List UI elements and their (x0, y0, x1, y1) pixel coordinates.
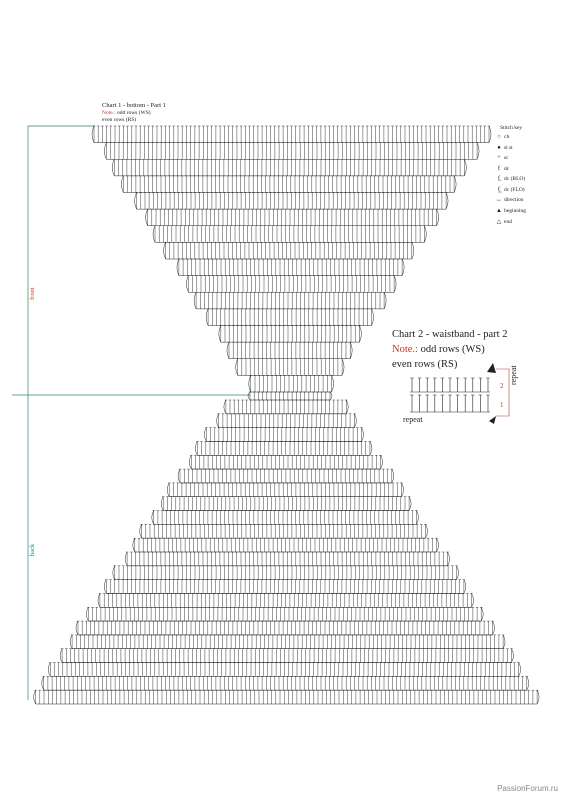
chart-2-even-rows: even rows (RS) (392, 359, 458, 370)
stitch-posts (135, 193, 447, 210)
stitch-row (194, 292, 386, 309)
stitch-row (186, 276, 396, 293)
beginning-icon: ▲ (496, 207, 502, 214)
chart-1-note-label: Note.: (102, 110, 116, 116)
stitch-posts (162, 497, 411, 511)
stitch-row (249, 375, 334, 392)
turning-chain (42, 676, 529, 690)
stitch-key-item (494, 155, 509, 161)
front-bracket-line (28, 126, 95, 395)
stitch-key-label: sl st (504, 144, 513, 151)
stitch-posts (113, 159, 466, 176)
chart-2-stitch-grid (410, 363, 509, 424)
chart-2-note (392, 345, 485, 356)
stitch-posts (236, 359, 343, 376)
stitch-row (219, 326, 362, 343)
turning-chain (236, 359, 344, 376)
stitch-posts (99, 593, 473, 607)
turning-chain (194, 292, 386, 309)
stitch-posts (179, 469, 393, 483)
turning-chain (60, 649, 513, 663)
stitch-posts (154, 226, 426, 243)
chart-2-repeat-bottom: repeat (403, 415, 423, 424)
stitch-row (164, 242, 414, 259)
stitch-row (104, 143, 479, 160)
stitch-key-item (494, 166, 509, 172)
single-crochet-icon: + (497, 155, 501, 161)
turning-chain (206, 309, 373, 326)
turning-chain (70, 635, 505, 649)
turning-chain (121, 176, 456, 193)
stitch-key-item (494, 208, 526, 214)
chart-2-stitch-posts (410, 378, 490, 392)
turning-chain (112, 159, 466, 176)
stitch-row (195, 441, 372, 455)
turning-chain (152, 511, 419, 525)
stitch-key-item (494, 134, 509, 140)
stitch-posts (195, 292, 386, 309)
double-crochet-icon: ƭ (498, 165, 500, 172)
stitch-key-item (494, 187, 525, 193)
chart-1-stitch-grid (34, 126, 539, 704)
turning-chain (161, 497, 411, 511)
stitch-key-item (494, 218, 512, 225)
stitch-posts (87, 607, 482, 621)
reference-lines (12, 126, 250, 700)
stitch-posts (71, 635, 505, 649)
turning-chain (177, 259, 404, 276)
stitch-row (92, 126, 491, 143)
chart-2-note-label: Note.: (392, 344, 418, 355)
stitch-row (152, 511, 419, 525)
beginning-marker-icon (489, 416, 496, 424)
stitch-posts (187, 276, 395, 293)
end-icon: △ (496, 219, 502, 225)
chart-2-row (410, 395, 490, 412)
stitch-posts (93, 126, 491, 143)
stitch-row (248, 392, 332, 400)
stitch-posts (249, 375, 333, 392)
stitch-row (76, 621, 495, 635)
stitch-row (236, 359, 344, 376)
stitch-posts (168, 483, 403, 497)
chart-1-note-text: odd rows (WS) (116, 110, 151, 116)
stitch-posts (105, 580, 465, 594)
stitch-key-label: end (504, 219, 512, 225)
stitch-row (178, 469, 394, 483)
stitch-row (206, 309, 373, 326)
stitch-row (167, 483, 403, 497)
chart-2-row-number: 2 (500, 382, 504, 390)
stitch-row (70, 635, 505, 649)
chart-2-note-text: odd rows (WS) (420, 344, 485, 355)
stitch-posts (225, 400, 348, 414)
stitch-posts (217, 414, 355, 428)
direction-icon: ↔ (496, 197, 502, 203)
stitch-posts (140, 524, 426, 538)
chart-1-even-rows: even rows (RS) (102, 117, 137, 123)
turning-chain (104, 580, 466, 594)
stitch-row (227, 342, 352, 359)
stitch-posts (152, 511, 417, 525)
stitch-key-title: Stitch key (500, 125, 523, 131)
stitch-key-label: ch (504, 134, 510, 140)
dc-flo-icon: ƭ̳ (498, 186, 500, 193)
turning-chain (249, 375, 334, 392)
turning-chain (248, 392, 332, 400)
chain-icon: ○ (497, 134, 501, 140)
stitch-posts (42, 676, 528, 690)
chart-2-repeat-side: repeat (509, 365, 518, 385)
stitch-posts (49, 663, 520, 677)
chart-1-note (102, 111, 151, 117)
stitch-row (86, 607, 483, 621)
stitch-posts (207, 309, 373, 326)
turning-chain (195, 441, 372, 455)
stitch-key-item (494, 145, 513, 151)
stitch-row (113, 566, 459, 580)
chart-2-row-number: 1 (500, 401, 504, 409)
stitch-row (146, 209, 439, 226)
stitch-row (204, 428, 363, 442)
stitch-key-item (494, 197, 524, 203)
stitch-row (217, 414, 357, 428)
stitch-row (112, 159, 466, 176)
chart-1-title: Chart 1 - bottom - Part 1 (102, 102, 166, 109)
chart-2-title: Chart 2 - waistband - part 2 (392, 329, 508, 340)
stitch-posts (196, 441, 371, 455)
chart-2-row (410, 378, 490, 392)
stitch-key-label: dc (504, 165, 510, 172)
turning-chain (34, 690, 539, 704)
stitch-posts (34, 690, 538, 704)
stitch-row (133, 538, 439, 552)
stitch-key-label: beginning (504, 207, 526, 214)
back-label: back (29, 543, 36, 556)
turning-chain (76, 621, 495, 635)
stitch-posts (126, 552, 449, 566)
front-label: front (29, 287, 36, 300)
site-watermark: PassionForum.ru (497, 784, 558, 793)
stitch-row (140, 524, 428, 538)
turning-chain (164, 242, 414, 259)
stitch-posts (134, 538, 438, 552)
turning-chain (204, 428, 363, 442)
stitch-row (34, 690, 539, 704)
stitch-posts (164, 242, 413, 259)
stitch-key-label: direction (504, 197, 524, 203)
stitch-row (104, 580, 466, 594)
turning-chain (219, 326, 362, 343)
stitch-key-label: dc (FLO) (504, 186, 525, 193)
stitch-key-label: sc (504, 155, 509, 161)
stitch-key-label: dc (BLO) (504, 176, 526, 182)
stitch-posts (190, 455, 382, 469)
stitch-posts (114, 566, 458, 580)
stitch-row (48, 663, 520, 677)
stitch-posts (228, 342, 352, 359)
chart-2-stitch-posts (410, 395, 490, 412)
stitch-row (224, 400, 348, 414)
stitch-posts (77, 621, 494, 635)
turning-chain (113, 566, 459, 580)
stitch-posts (220, 326, 361, 343)
stitch-row (153, 226, 426, 243)
end-marker-icon (487, 363, 496, 373)
stitch-row (42, 676, 529, 690)
stitch-row (98, 593, 474, 607)
stitch-row (161, 497, 411, 511)
stitch-row (135, 193, 448, 210)
stitch-row (60, 649, 513, 663)
stitch-row (125, 552, 449, 566)
stitch-posts (178, 259, 404, 276)
stitch-posts (122, 176, 455, 193)
stitch-posts (146, 209, 438, 226)
slip-stitch-icon: ● (497, 144, 501, 151)
stitch-key-item (494, 176, 525, 182)
stitch-row (177, 259, 404, 276)
stitch-posts (205, 428, 363, 442)
stitch-posts (249, 392, 332, 400)
turning-chain (189, 455, 382, 469)
stitch-posts (61, 649, 513, 663)
stitch-row (189, 455, 382, 469)
stitch-posts (105, 143, 478, 160)
stitch-row (121, 176, 456, 193)
turning-chain (167, 483, 403, 497)
dc-blo-icon: ƭ̲ (498, 176, 500, 182)
